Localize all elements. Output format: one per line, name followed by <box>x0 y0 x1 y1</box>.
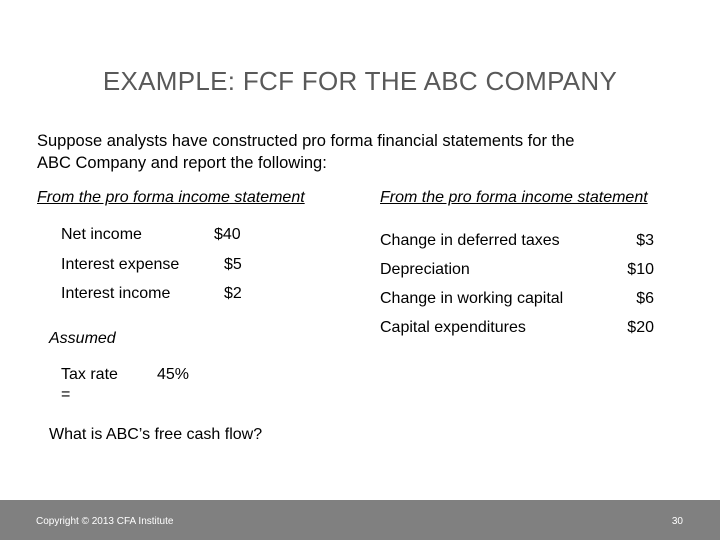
tax-rate-value: 45% <box>157 366 190 383</box>
right-column-header: From the pro forma income statement <box>380 189 648 206</box>
intro-text <box>37 130 677 174</box>
capex-label: Capital expenditures <box>380 319 526 336</box>
capex-value: $20 <box>627 319 654 336</box>
page-number: 30 <box>671 516 683 527</box>
deferred-taxes-value: $3 <box>636 232 654 249</box>
intro-line-2: ABC Company and report the following: <box>37 154 327 172</box>
question-text: What is ABC’s free cash flow? <box>49 426 263 443</box>
depreciation-value: $10 <box>627 261 654 278</box>
deferred-taxes-label: Change in deferred taxes <box>380 232 560 249</box>
copyright-text: Copyright © 2013 CFA Institute <box>36 516 174 527</box>
interest-expense-value: $5 <box>224 256 242 273</box>
interest-income-label: Interest income <box>61 285 171 302</box>
net-income-value: $40 <box>214 226 241 243</box>
working-capital-value: $6 <box>636 290 654 307</box>
assumed-label: Assumed <box>49 330 116 347</box>
working-capital-label: Change in working capital <box>380 290 564 307</box>
slide-title: EXAMPLE: FCF FOR THE ABC COMPANY <box>102 66 618 96</box>
net-income-label: Net income <box>61 226 142 243</box>
interest-income-value: $2 <box>224 285 242 302</box>
tax-rate-label: Tax rate <box>61 366 118 383</box>
depreciation-label: Depreciation <box>380 261 470 278</box>
tax-rate-equals: = <box>61 386 71 403</box>
intro-line-1: Suppose analysts have constructed pro forma financial statements for the <box>37 132 575 150</box>
footer-bar <box>0 500 720 540</box>
interest-expense-label: Interest expense <box>61 256 180 273</box>
left-column-header: From the pro forma income statement <box>37 189 305 206</box>
